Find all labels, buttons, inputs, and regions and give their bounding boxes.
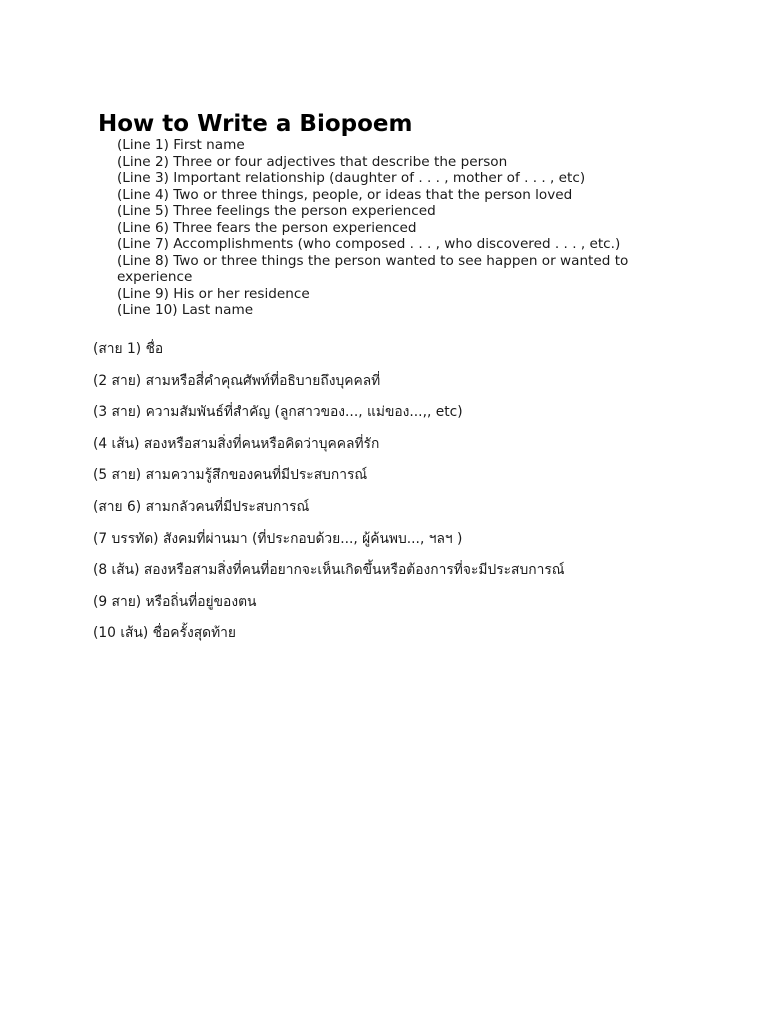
thai-line-3: (3 สาย) ความสัมพันธ์ที่สำคัญ (ลูกสาวของ..., แม่ของ...,, etc)	[93, 404, 463, 421]
english-line-4: (Line 4) Two or three things, people, or ideas that the person loved	[117, 186, 573, 203]
thai-line-5: (5 สาย) สามความรู้สึกของคนที่มีประสบการณ์	[93, 467, 368, 484]
thai-line-2: (2 สาย) สามหรือสี่คำคุณศัพท์ที่อธิบายถึงบุคคลที่	[93, 372, 381, 389]
thai-instructions-list	[93, 338, 733, 654]
document-title: How to Write a Biopoem	[98, 111, 413, 137]
english-line-10: (Line 10) Last name	[117, 302, 254, 318]
english-line-5: (Line 5) Three feelings the person experienced	[117, 203, 436, 219]
english-line-3: (Line 3) Important relationship (daughter of . . . , mother of . . . , etc)	[117, 170, 586, 186]
thai-line-8: (8 เส้น) สองหรือสามสิ่งที่คนที่อยากจะเห็นเกิดขึ้นหรือต้องการที่จะมีประสบการณ์	[93, 562, 565, 579]
english-line-9: (Line 9) His or her residence	[117, 285, 310, 302]
thai-line-1: (สาย 1) ชื่อ	[93, 341, 164, 357]
thai-line-10: (10 เส้น) ชื่อครั้งสุดท้าย	[93, 625, 236, 642]
english-line-6: (Line 6) Three fears the person experienced	[117, 219, 417, 236]
english-line-8: (Line 8) Two or three things the person wanted to see happen or wanted to experience	[117, 252, 629, 285]
english-line-2: (Line 2) Three or four adjectives that describe the person	[117, 153, 508, 170]
english-line-7: (Line 7) Accomplishments (who composed . . . , who discovered . . . , etc.)	[117, 236, 621, 252]
thai-line-6: (สาย 6) สามกลัวคนที่มีประสบการณ์	[93, 498, 310, 515]
thai-line-7: (7 บรรทัด) สังคมที่ผ่านมา (ที่ประกอบด้วย..., ผู้ค้นพบ..., ฯลฯ )	[93, 530, 463, 547]
thai-line-4: (4 เส้น) สองหรือสามสิ่งที่คนหรือคิดว่าบุคคลที่รัก	[93, 435, 380, 452]
english-line-1: (Line 1) First name	[117, 137, 245, 153]
thai-line-9: (9 สาย) หรือถิ่นที่อยู่ของตน	[93, 593, 257, 610]
english-instructions-list	[117, 137, 677, 319]
